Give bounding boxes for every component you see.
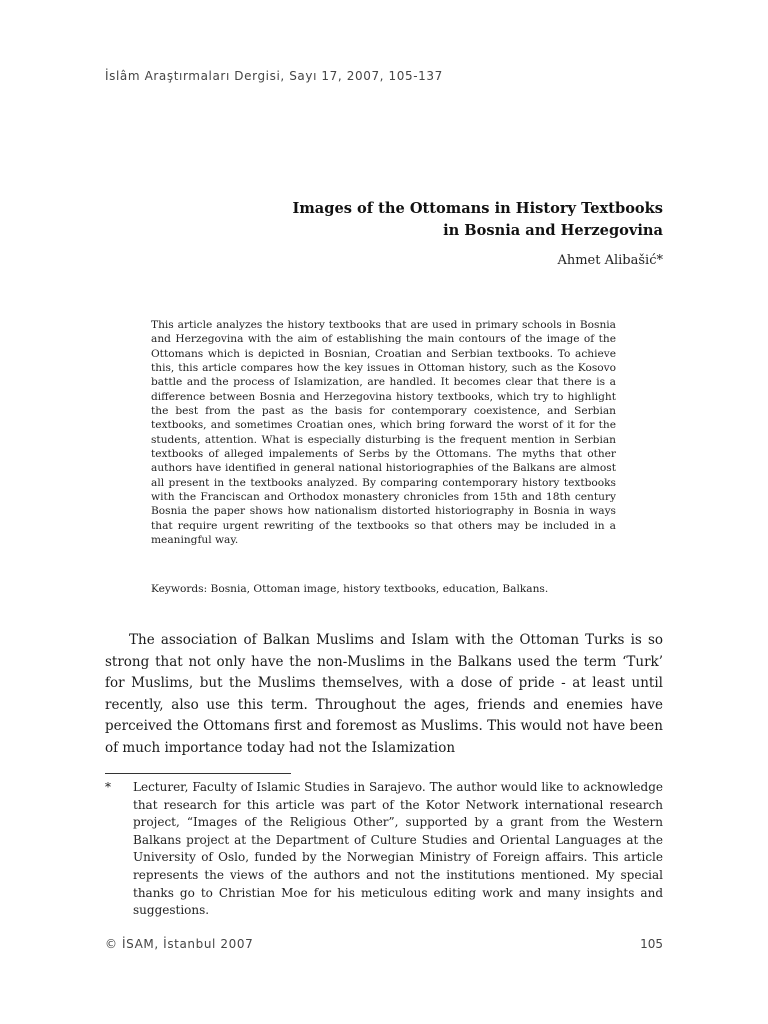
page-number: 105 [640, 937, 663, 951]
article-title [293, 198, 663, 242]
abstract: This article analyzes the history textbooks that are used in primary schools in Bosnia and Herzegovina with the aim of establishing the main contours of the image of the Ottomans which is depicted in Bosnian, Croatian and Serbian textbooks. To achieve this, this article compares how the key issues in Ottoman history, such as the Kosovo battle and the process of Islamization, are handled. It becomes clear that there is a difference between Bosnia and Herzegovina history textbooks, which try to highlight the best from the past as the basis for contemporary coexistence, and Serbian textbooks, and sometimes Croatian ones, which bring forward the worst of it for the students, attention. What is especially disturbing is the frequent mention in Serbian textbooks of alleged impalements of Serbs by the Ottomans. The myths that other authors have identified in general national historiographies of the Balkans are almost all present in the textbooks analyzed. By comparing contemporary history textbooks with the Franciscan and Orthodox monastery chronicles from 15th and 18th century Bosnia the paper shows how nationalism distorted historiography in Bosnia in ways that require urgent rewriting of the textbooks so that others may be included in a meaningful way. [151, 319, 616, 547]
footnote-text: Lecturer, Faculty of Islamic Studies in Sarajevo. The author would like to acknowledge that research for this article was part of the Kotor Network international research project, “Images of the Religious Other”, supported by a grant from the Western Balkans project at the Department of Culture Studies and Oriental Languages at the University of Oslo, funded by the Norwegian Ministry of Foreign affairs. This article represents the views of the authors and not the institutions mentioned. My special thanks go to Christian Moe for his meticulous editing work and many insights and suggestions. [133, 780, 663, 918]
footnote-marker: * [105, 780, 111, 794]
keywords: Keywords: Bosnia, Ottoman image, history textbooks, education, Balkans. [151, 583, 549, 595]
footnote-divider [105, 773, 291, 774]
title-line-2: in Bosnia and Herzegovina [443, 222, 663, 239]
author-name: Ahmet Alibašić* [557, 253, 663, 268]
body-paragraph: The association of Balkan Muslims and Islam with the Ottoman Turks is so strong that not only have the non-Muslims in the Balkans used the term ‘Turk’ for Muslims, but the Muslims themselves, with a dose of pride - at least until recently, also use this term. Throughout the ages, friends and enemies have perceived the Ottomans first and foremost as Muslims. This would not have been of much importance today had not the Islamization [105, 632, 663, 756]
footnote [105, 779, 663, 920]
footer-copyright: © İSAM, İstanbul 2007 [105, 937, 254, 951]
title-line-1: Images of the Ottomans in History Textbooks [292, 200, 663, 217]
running-head: İslâm Araştırmaları Dergisi, Sayı 17, 2007, 105-137 [105, 69, 443, 83]
